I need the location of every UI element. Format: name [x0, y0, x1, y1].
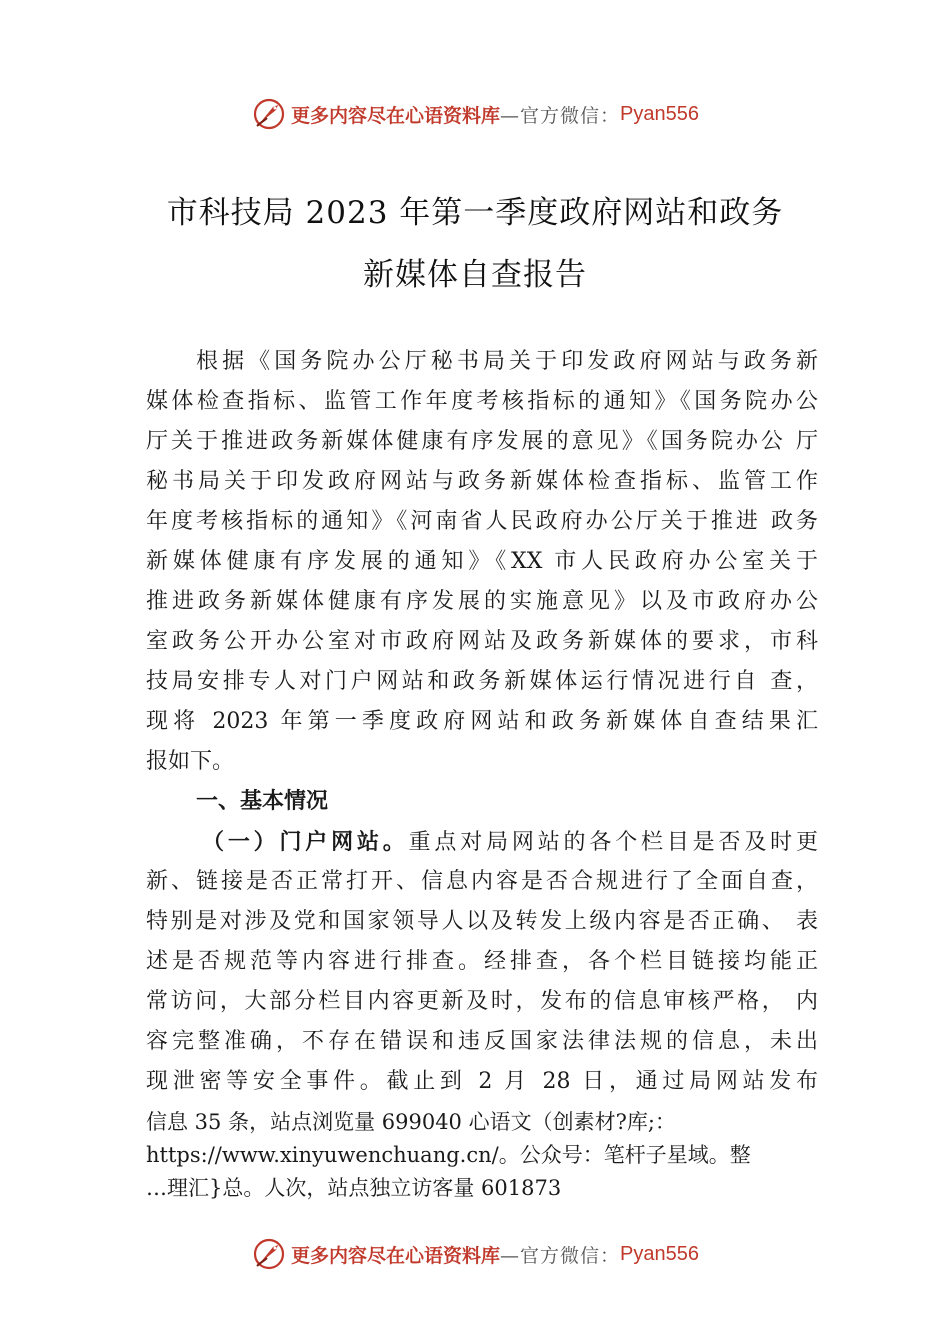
- document-tail: [146, 1106, 836, 1205]
- paragraph-line: 常访问，大部分栏目内容更新及时，发布的信息审核严格， 内: [146, 989, 818, 1014]
- pen-nib-logo-icon: [251, 1236, 287, 1272]
- subsection-label: （一）门户网站。: [202, 829, 409, 855]
- paragraph-line: 媒体检查指标、监管工作年度考核指标的通知》《国务院办公: [146, 389, 818, 414]
- paragraph-line: 现将 2023 年第一季度政府网站和政务新媒体自查结果汇: [146, 709, 818, 734]
- document-title: [100, 182, 850, 306]
- paragraph-line: 技局安排专人对门户网站和政务新媒体运行情况进行自 查，: [146, 669, 818, 694]
- paragraph-line: 容完整准确，不存在错误和违反国家法律法规的信息，未出: [146, 1029, 818, 1054]
- watermark-banner-bottom: [0, 1234, 950, 1274]
- paragraph-line: 述是否规范等内容进行排查。经排查，各个栏目链接均能正: [146, 949, 818, 974]
- paragraph-line: 信息 35 条，站点浏览量 699040 心语文（创素材?库;：: [146, 1110, 676, 1134]
- section-heading: 一、基本情况: [196, 789, 329, 814]
- paragraph-line: 特别是对涉及党和国家领导人以及转发上级内容是否正确、 表: [146, 909, 818, 934]
- paragraph-line: 新媒体健康有序发展的通知》《XX 市人民政府办公室关于: [146, 549, 818, 574]
- banner-site-name: 更多内容尽在心语资料库: [291, 104, 501, 127]
- document-body: [146, 342, 818, 1102]
- banner-wechat-label: —官方微信：: [500, 1244, 621, 1267]
- paragraph-line: 年度考核指标的通知》《河南省人民政府办公厅关于推进 政务: [146, 509, 818, 534]
- banner-wechat-id: Pyan556: [620, 1242, 699, 1265]
- paragraph-line: 室政务公开办公室对市政府网站及政务新媒体的要求，市科: [146, 629, 818, 654]
- paragraph-line-text: 重点对局网站的各个栏目是否及时更: [408, 830, 818, 855]
- paragraph-line: https://www.xinyuwenchuang.cn/。公众号：笔杆子星域。整: [146, 1143, 751, 1167]
- paragraph-line: 现泄密等安全事件。截止到 2 月 28 日，通过局网站发布: [146, 1069, 818, 1094]
- banner-site-name: 更多内容尽在心语资料库: [291, 1244, 501, 1267]
- banner-wechat-label: —官方微信：: [500, 104, 621, 127]
- paragraph-line: 报如下。: [146, 749, 235, 774]
- paragraph-line: 推进政务新媒体健康有序发展的实施意见》以及市政府办公: [146, 589, 818, 614]
- banner-wechat-id: Pyan556: [620, 102, 699, 125]
- paragraph-line: 厅关于推进政务新媒体健康有序发展的意见》《国务院办公 厅: [146, 429, 818, 454]
- paragraph-line: 根据《国务院办公厅秘书局关于印发政府网站与政务新: [196, 349, 818, 374]
- title-line: 新媒体自查报告: [363, 257, 587, 293]
- paragraph-line: 新、链接是否正常打开、信息内容是否合规进行了全面自查，: [146, 869, 818, 894]
- title-line: 市科技局 2023 年第一季度政府网站和政务: [166, 195, 784, 231]
- paragraph-line: 秘书局关于印发政府网站与政务新媒体检查指标、监管工作: [146, 469, 818, 494]
- pen-nib-logo-icon: [251, 96, 287, 132]
- paragraph-line: …理汇}总。人次，站点独立访客量 601873: [146, 1176, 562, 1200]
- watermark-banner-top: [0, 94, 950, 134]
- paragraph-line: [146, 822, 818, 862]
